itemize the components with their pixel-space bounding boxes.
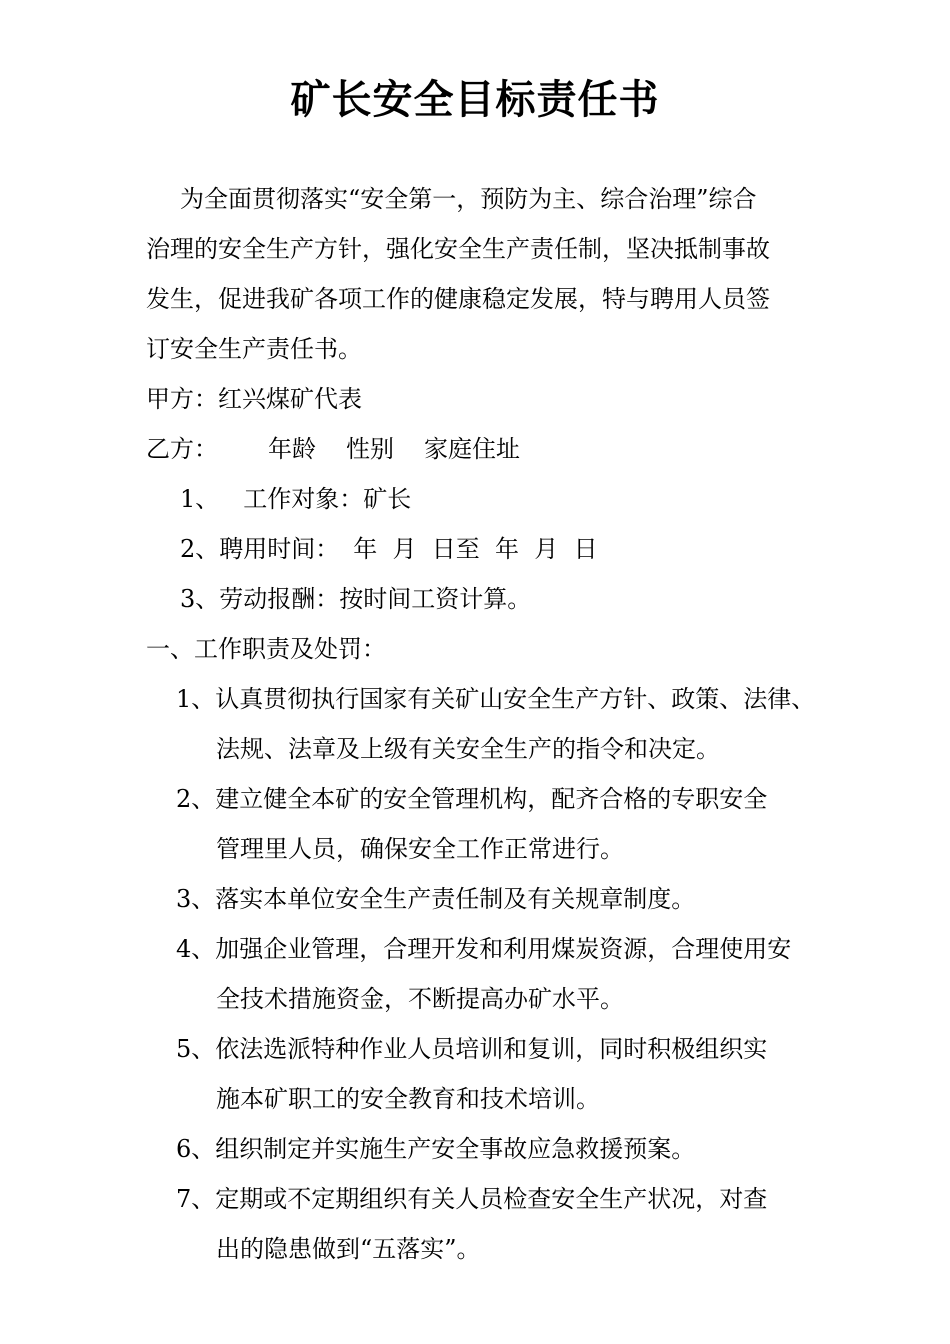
term-item-2-label: 2、聘用时间： [180, 535, 340, 563]
term-item-3: 3、劳动报酬：按时间工资计算。 [180, 585, 532, 613]
document-title: 矿长安全目标责任书 [290, 76, 660, 123]
term-item-2 [180, 532, 598, 566]
duty-4-line-2: 全技术措施资金，不断提高办矿水平。 [216, 985, 624, 1013]
intro-line-1: 为全面贯彻落实“安全第一，预防为主、综合治理”综合 [180, 185, 757, 213]
party-b-line [146, 432, 520, 466]
party-b-gender: 性别 [346, 435, 394, 463]
term-item-1-num: 1、 [180, 485, 220, 513]
duty-7-line-1: 7、定期或不定期组织有关人员检查安全生产状况，对查 [176, 1185, 768, 1213]
duty-4-line-1: 4、加强企业管理，合理开发和利用煤炭资源，合理使用安 [176, 935, 792, 963]
duty-2-line-2: 管理里人员，确保安全工作正常进行。 [216, 835, 624, 863]
party-b-age: 年龄 [268, 435, 316, 463]
intro-line-3: 发生，促进我矿各项工作的健康稳定发展，特与聘用人员签 [146, 285, 770, 313]
section-heading: 一、工作职责及处罚： [146, 635, 386, 663]
duty-3-line-1: 3、落实本单位安全生产责任制及有关规章制度。 [176, 885, 696, 913]
duty-2-line-1: 2、建立健全本矿的安全管理机构，配齐合格的专职安全 [176, 785, 768, 813]
party-b-label: 乙方： [146, 435, 218, 463]
term-item-1 [180, 482, 411, 516]
intro-line-2: 治理的安全生产方针，强化安全生产责任制，坚决抵制事故 [146, 235, 770, 263]
duty-1-line-2: 法规、法章及上级有关安全生产的指令和决定。 [216, 735, 720, 763]
intro-line-4: 订安全生产责任书。 [146, 335, 362, 363]
duty-5-line-2: 施本矿职工的安全教育和技术培训。 [216, 1085, 600, 1113]
duty-6-line-1: 6、组织制定并实施生产安全事故应急救援预案。 [176, 1135, 696, 1163]
duty-1-line-1: 1、认真贯彻执行国家有关矿山安全生产方针、政策、法律、 [176, 685, 816, 713]
term-item-1-text: 工作对象：矿长 [243, 485, 412, 513]
term-item-2-date: 年 月 日至 年 月 日 [353, 535, 598, 563]
party-a-line: 甲方：红兴煤矿代表 [146, 385, 362, 413]
duty-7-line-2: 出的隐患做到“五落实”。 [216, 1235, 481, 1263]
party-b-address: 家庭住址 [424, 435, 520, 463]
duty-5-line-1: 5、依法选派特种作业人员培训和复训，同时积极组织实 [176, 1035, 768, 1063]
